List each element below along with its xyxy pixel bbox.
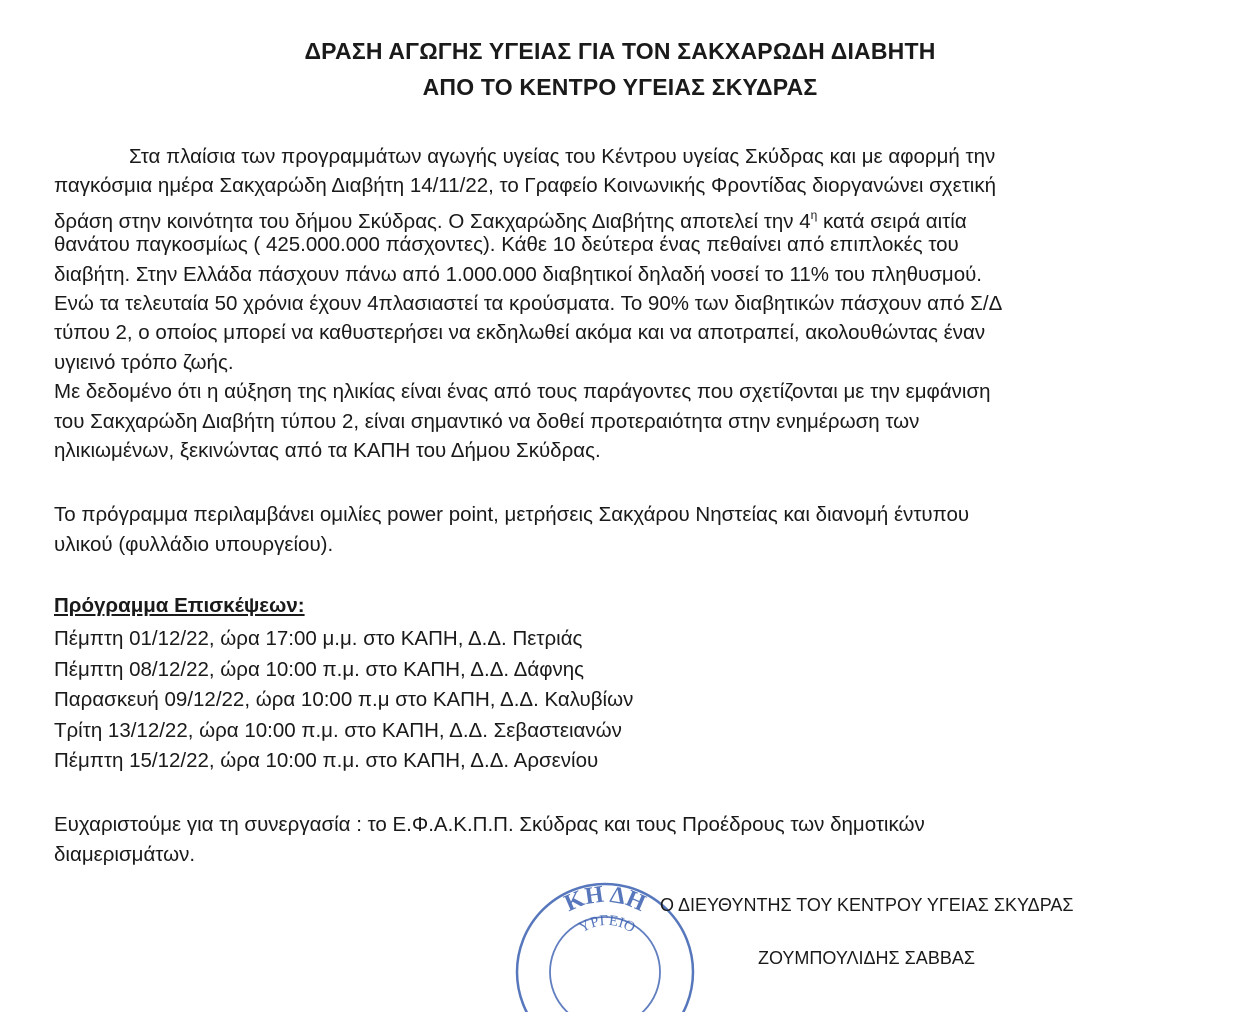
signatory-role: Ο ΔΙΕΥΘΥΝΤΗΣ ΤΟΥ ΚΕΝΤΡΟΥ ΥΓΕΙΑΣ ΣΚΥΔΡΑΣ xyxy=(660,895,1074,915)
visit-item: Τρίτη 13/12/22, ώρα 10:00 π.μ. στο ΚΑΠΗ, Δ.Δ. Σεβαστειανών xyxy=(54,718,622,742)
official-stamp xyxy=(510,862,700,1012)
program-paragraph xyxy=(54,500,1174,560)
thanks-line: διαμερισμάτων. xyxy=(54,843,196,866)
visit-item: Παρασκευή 09/12/22, ώρα 10:00 π.μ στο ΚΑΠΗ, Δ.Δ. Καλυβίων xyxy=(54,688,634,711)
stamp-outer-text: ΚΗ ΔΗ xyxy=(560,881,650,917)
intro-line-part: δράση στην κοινότητα του δήμου Σκύδρας. Ο Σακχαρώδης Διαβήτης αποτελεί την 4 xyxy=(54,209,811,233)
intro-line: τύπου 2, ο οποίος μπορεί να καθυστερήσει να εκδηλωθεί ακόμα και να αποτραπεί, ακολουθώντας έναν xyxy=(54,321,986,345)
program-line: Το πρόγραμμα περιλαμβάνει ομιλίες power point, μετρήσεις Σακχάρου Νηστείας και διανομή έντυπου xyxy=(54,503,970,526)
intro-line: Με δεδομένο ότι η αύξηση της ηλικίας είναι ένας από τους παράγοντες που σχετίζονται με την εμφάνιση xyxy=(54,380,991,404)
intro-line: θανάτου παγκοσμίως ( 425.000.000 πάσχοντες). Κάθε 10 δεύτερα ένας πεθαίνει από επιπλοκές του xyxy=(54,233,959,257)
visits-list xyxy=(54,624,633,777)
superscript: η xyxy=(810,207,818,222)
intro-line: παγκόσμια ημέρα Σακχαρώδη Διαβήτη 14/11/22, το Γραφείο Κοινωνικής Φροντίδας διοργανώνει σχετική xyxy=(54,174,997,198)
program-line: υλικού (φυλλάδιο υπουργείου). xyxy=(54,533,334,556)
document-title-line1: ΔΡΑΣΗ ΑΓΩΓΗΣ ΥΓΕΙΑΣ ΓΙΑ ΤΟΝ ΣΑΚΧΑΡΩΔΗ ΔΙΑΒΗΤΗ xyxy=(304,38,936,64)
thanks-paragraph xyxy=(54,810,925,870)
intro-line: ηλικιωμένων, ξεκινώντας από τα ΚΑΠΗ του Δήμου Σκύδρας. xyxy=(54,438,601,462)
intro-line: Στα πλαίσια των προγραμμάτων αγωγής υγείας του Κέντρου υγείας Σκύδρας και με αφορμή την xyxy=(129,145,996,168)
document-title-line2: ΑΠΟ ΤΟ ΚΕΝΤΡΟ ΥΓΕΙΑΣ ΣΚΥΔΡΑΣ xyxy=(422,74,818,100)
intro-line xyxy=(54,201,1174,233)
intro-paragraph xyxy=(54,142,1174,465)
thanks-line: Ευχαριστούμε για τη συνεργασία : το Ε.Φ.Α.Κ.Π.Π. Σκύδρας και τους Προέδρους των δημοτικών xyxy=(54,813,925,836)
signatory-name: ΖΟΥΜΠΟΥΛΙΔΗΣ ΣΑΒΒΑΣ xyxy=(758,948,975,968)
intro-line-part: κατά σειρά αιτία xyxy=(817,209,967,233)
visits-heading: Πρόγραμμα Επισκέψεων: xyxy=(54,594,305,617)
intro-line: Ενώ τα τελευταία 50 χρόνια έχουν 4πλασιαστεί τα κρούσματα. Το 90% των διαβητικών πάσχουν από Σ/Δ xyxy=(54,291,1003,315)
visit-item: Πέμπτη 01/12/22, ώρα 17:00 μ.μ. στο ΚΑΠΗ, Δ.Δ. Πετριάς xyxy=(54,627,583,650)
stamp-inner-text: ΥΡΓΕΙΟ xyxy=(576,912,638,937)
intro-line: του Σακχαρώδη Διαβήτη τύπου 2, είναι σημαντικό να δοθεί προτεραιότητα στην ενημέρωση των xyxy=(54,409,920,433)
stamp-inner-ring xyxy=(550,917,660,1012)
visit-item: Πέμπτη 08/12/22, ώρα 10:00 π.μ. στο ΚΑΠΗ, Δ.Δ. Δάφνης xyxy=(54,657,585,681)
intro-line: διαβήτη. Στην Ελλάδα πάσχουν πάνω από 1.000.000 διαβητικοί δηλαδή νοσεί το 11% του πληθυσμού. xyxy=(54,262,982,286)
intro-line: υγιεινό τρόπο ζωής. xyxy=(54,350,234,374)
visit-item: Πέμπτη 15/12/22, ώρα 10:00 π.μ. στο ΚΑΠΗ, Δ.Δ. Αρσενίου xyxy=(54,749,599,772)
